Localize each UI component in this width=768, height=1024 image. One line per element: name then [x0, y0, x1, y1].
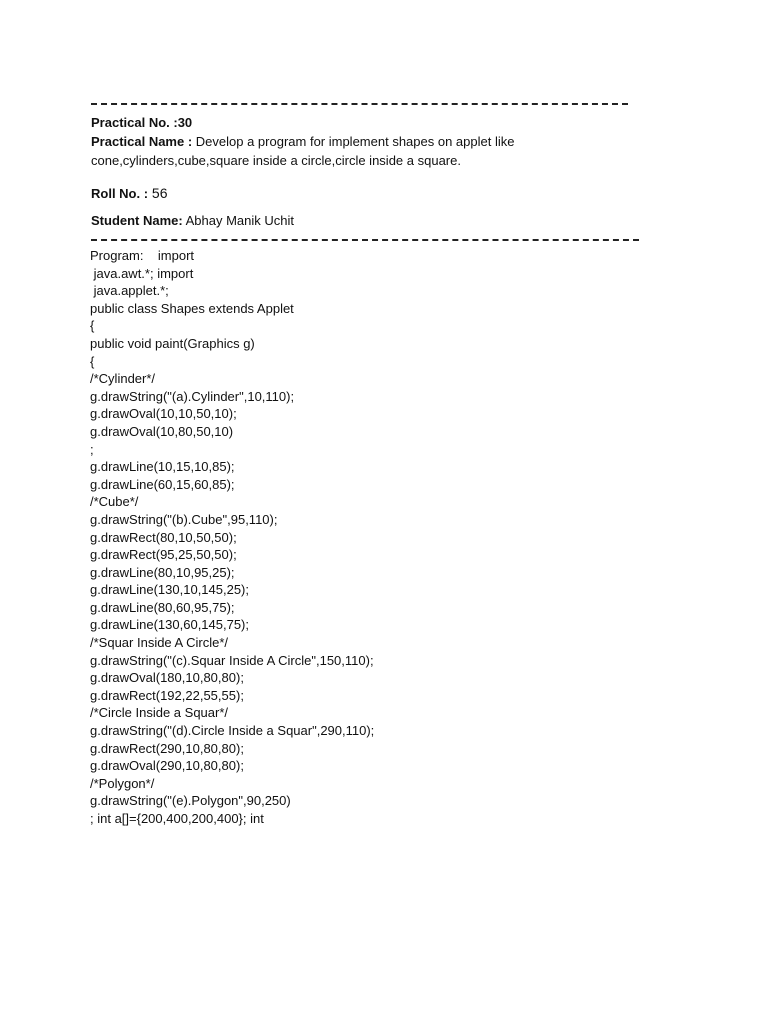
practical-name-value: Develop a program for implement shapes on applet like	[192, 134, 515, 149]
code-line: g.drawLine(60,15,60,85);	[90, 476, 235, 492]
practical-name-continuation: cone,cylinders,cube,square inside a circle,circle inside a square.	[91, 153, 461, 168]
roll-number	[91, 184, 168, 203]
code-line: g.drawOval(180,10,80,80);	[90, 670, 244, 686]
practical-number-value: 30	[177, 115, 193, 130]
code-line: ;	[90, 441, 94, 457]
code-line: /*Circle Inside a Squar*/	[90, 705, 229, 721]
code-line: ; int a[]={200,400,200,400}; int	[90, 811, 264, 826]
code-line: /*Cube*/	[90, 494, 139, 510]
code-line: g.drawString("(c).Squar Inside A Circle",150,110);	[90, 652, 374, 668]
code-line: g.drawLine(130,60,145,75);	[90, 617, 250, 633]
top-dashed-divider	[91, 103, 628, 105]
code-line: g.drawLine(10,15,10,85);	[90, 459, 235, 475]
code-line: g.drawRect(80,10,50,50);	[90, 529, 237, 545]
code-line: g.drawOval(10,80,50,10)	[90, 423, 234, 439]
code-line: public class Shapes extends Applet	[90, 300, 294, 316]
code-line: g.drawString("(d).Circle Inside a Squar",290,110);	[90, 723, 375, 739]
practical-number	[91, 114, 192, 132]
practical-name	[91, 133, 514, 151]
code-line: g.drawOval(290,10,80,80);	[90, 758, 244, 774]
practical-name-label: Practical Name :	[91, 134, 193, 149]
student-name-value: Abhay Manik Uchit	[182, 213, 295, 228]
code-line: {	[90, 353, 95, 369]
student-name	[91, 212, 294, 230]
code-line: g.drawRect(95,25,50,50);	[90, 547, 237, 563]
roll-number-value: 56	[148, 185, 168, 201]
code-line: g.drawLine(80,60,95,75);	[90, 599, 235, 615]
code-line: {	[90, 318, 95, 334]
code-line: g.drawString("(a).Cylinder",10,110);	[90, 388, 295, 404]
code-line: /*Polygon*/	[90, 775, 155, 791]
code-line: java.awt.*; import	[90, 265, 194, 281]
code-line: /*Squar Inside A Circle*/	[90, 635, 229, 651]
code-line: /*Cylinder*/	[90, 371, 156, 387]
program-code	[90, 247, 690, 828]
code-line: g.drawLine(130,10,145,25);	[90, 582, 250, 598]
middle-dashed-divider	[91, 239, 639, 241]
code-line: g.drawRect(192,22,55,55);	[90, 687, 244, 703]
code-line: g.drawOval(10,10,50,10);	[90, 406, 237, 422]
code-line: public void paint(Graphics g)	[90, 335, 255, 351]
roll-number-label: Roll No. :	[91, 186, 149, 201]
code-line: g.drawLine(80,10,95,25);	[90, 564, 235, 580]
code-line: Program: import	[90, 248, 195, 263]
code-line: g.drawString("(e).Polygon",90,250)	[90, 793, 291, 809]
code-line: g.drawString("(b).Cube",95,110);	[90, 511, 278, 527]
practical-number-label: Practical No. :	[91, 115, 178, 130]
code-line: java.applet.*;	[90, 283, 169, 299]
student-name-label: Student Name:	[91, 213, 183, 228]
code-line: g.drawRect(290,10,80,80);	[90, 740, 244, 756]
